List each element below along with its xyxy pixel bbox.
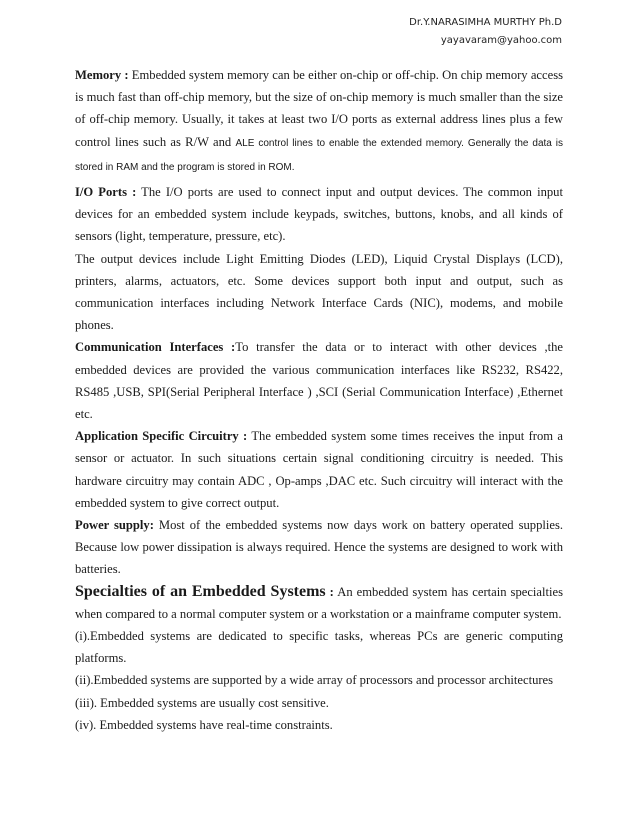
io-ports-paragraph — [75, 181, 563, 248]
asc-text: The embedded system some times receives the input from a sensor or actuator. In such situations certain signal conditioning circuitry is needed. This hardware circuitry may contain ADC , Op-amps ,DAC etc. Such circuitry will interact with the embedded system to give correct output. — [75, 429, 563, 510]
io-ports-label: I/O Ports : — [75, 185, 137, 200]
specialty-item: (iv). Embedded systems have real-time constraints. — [75, 717, 333, 732]
memory-label: Memory : — [75, 68, 129, 82]
communication-paragraph — [75, 336, 563, 425]
specialties-colon: : — [325, 584, 334, 599]
power-paragraph — [75, 514, 563, 581]
specialty-item: (iii). Embedded systems are usually cost sensitive. — [75, 695, 329, 710]
asc-label: Application Specific Circuitry : — [75, 429, 248, 444]
communication-text: To transfer the data or to interact with other devices ,the embedded devices are provided the various communication interfaces like RS232, RS422, RS485 ,USB, SPI(Serial Peripheral Interface ) ,SCI (Serial Communication Interface) ,Ethernet etc. — [75, 340, 563, 422]
specialties-intro: An embedded system has certain specialties when compared to a normal computer system or a workstation or a mainframe computer system. — [75, 584, 564, 621]
output-devices-paragraph: The output devices include Light Emitting Diodes (LED), Liquid Crystal Displays (LCD), printers, alarms, actuators, etc. Some devices support both input and output, such as communication interfaces including Network Interface Cards (NIC), modems, and mobile phones. — [75, 251, 563, 333]
specialty-item: (i).Embedded systems are dedicated to specific tasks, whereas PCs are generic computing platforms. — [75, 629, 563, 666]
io-ports-text: The I/O ports are used to connect input and output devices. The common input devices for an embedded system include keypads, switches, buttons, knobs, and all kinds of sensors (light, temperature, pressure, etc). — [75, 185, 563, 244]
memory-paragraph — [75, 64, 563, 179]
document-body — [75, 64, 563, 736]
asc-paragraph — [75, 425, 563, 514]
page-header — [409, 14, 562, 50]
communication-label: Communication Interfaces : — [75, 340, 236, 355]
specialties-heading: Specialties of an Embedded Systems — [75, 582, 326, 600]
author-name: Dr.Y.NARASIMHA MURTHY Ph.D — [409, 17, 562, 28]
memory-text: Embedded system memory can be either on-chip or off-chip. On chip memory access is much fast than off-chip memory, but the size of on-chip memory is much smaller than the size of off-chip memory. Usually, it takes at least two I/O ports as external address lines plus a few control lines such as R/W and — [75, 68, 563, 149]
power-text: Most of the embedded systems now days work on battery operated supplies. Because low power dissipation is always required. Hence the systems are designed to work with batteries. — [75, 518, 564, 577]
author-email: yayavaram@yahoo.com — [440, 35, 562, 46]
memory-text-sans: ALE control lines to enable the extended memory. Generally the data is stored in RAM and the program is stored in ROM. — [75, 137, 564, 173]
specialty-item: (ii).Embedded systems are supported by a wide array of processors and processor architectures — [75, 673, 554, 688]
specialties-paragraph — [75, 581, 563, 625]
power-label: Power supply: — [75, 518, 154, 533]
